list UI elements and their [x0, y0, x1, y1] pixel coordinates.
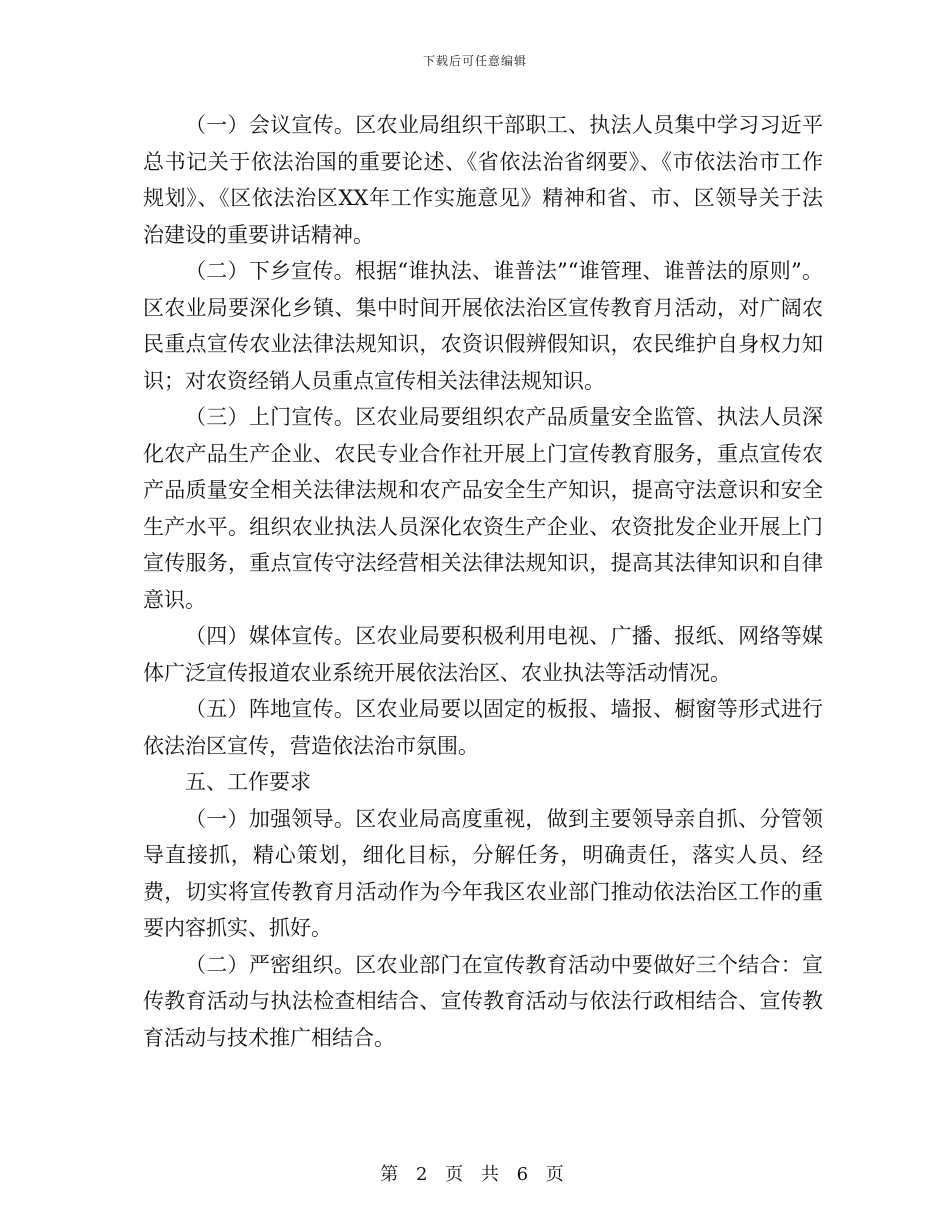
paragraph-rural-publicity: （二）下乡宣传。根据“谁执法、谁普法”“谁管理、谁普法的原则”。区农业局要深化乡镇、集中时间开展依法治区宣传教育月活动，对广阔农民重点宣传农业法律法规知识，农资识假辨假知识，农民维护自身权力知识；对农资经销人员重点宣传相关法律法规知识。	[143, 259, 823, 393]
section-heading-work-requirements: 五、工作要求	[185, 770, 311, 794]
paragraph-position-publicity: （五）阵地宣传。区农业局要以固定的板报、墙报、橱窗等形式进行依法治区宣传，营造依法治市氛围。	[143, 697, 823, 758]
paragraph-media-publicity: （四）媒体宣传。区农业局要积极利用电视、广播、报纸、网络等媒体广泛宣传报道农业系统开展依法治区、农业执法等活动情况。	[143, 624, 823, 685]
paragraph-door-to-door-publicity: （三）上门宣传。区农业局要组织农产品质量安全监管、执法人员深化农产品生产企业、农民专业合作社开展上门宣传教育服务，重点宣传农产品质量安全相关法律法规和农产品安全生产知识，提高守法意识和安全生产水平。组织农业执法人员深化农资生产企业、农资批发企业开展上门宣传服务，重点宣传守法经营相关法律法规知识，提高其法律知识和自律意识。	[143, 405, 823, 612]
paragraph-meeting-publicity: （一）会议宣传。区农业局组织干部职工、执法人员集中学习习近平总书记关于依法治国的重要论述、《省依法治省纲要》、《市依法治市工作规划》、《区依法治区XX年工作实施意见》精神和省、市、区领导关于法治建设的重要讲话精神。	[143, 113, 823, 247]
page-number-footer: 第 2 页 共 6 页	[380, 1164, 570, 1185]
paragraph-strict-organization: （二）严密组织。区农业部门在宣传教育活动中要做好三个结合：宣传教育活动与执法检查相结合、宣传教育活动与依法行政相结合、宣传教育活动与技术推广相结合。	[143, 952, 823, 1050]
paragraph-strengthen-leadership: （一）加强领导。区农业局高度重视，做到主要领导亲自抓、分管领导直接抓，精心策划，细化目标，分解任务，明确责任，落实人员、经费，切实将宣传教育月活动作为今年我区农业部门推动依法治区工作的重要内容抓实、抓好。	[143, 806, 823, 940]
document-body	[143, 107, 823, 1056]
page-header: 下载后可任意编辑	[422, 54, 527, 68]
